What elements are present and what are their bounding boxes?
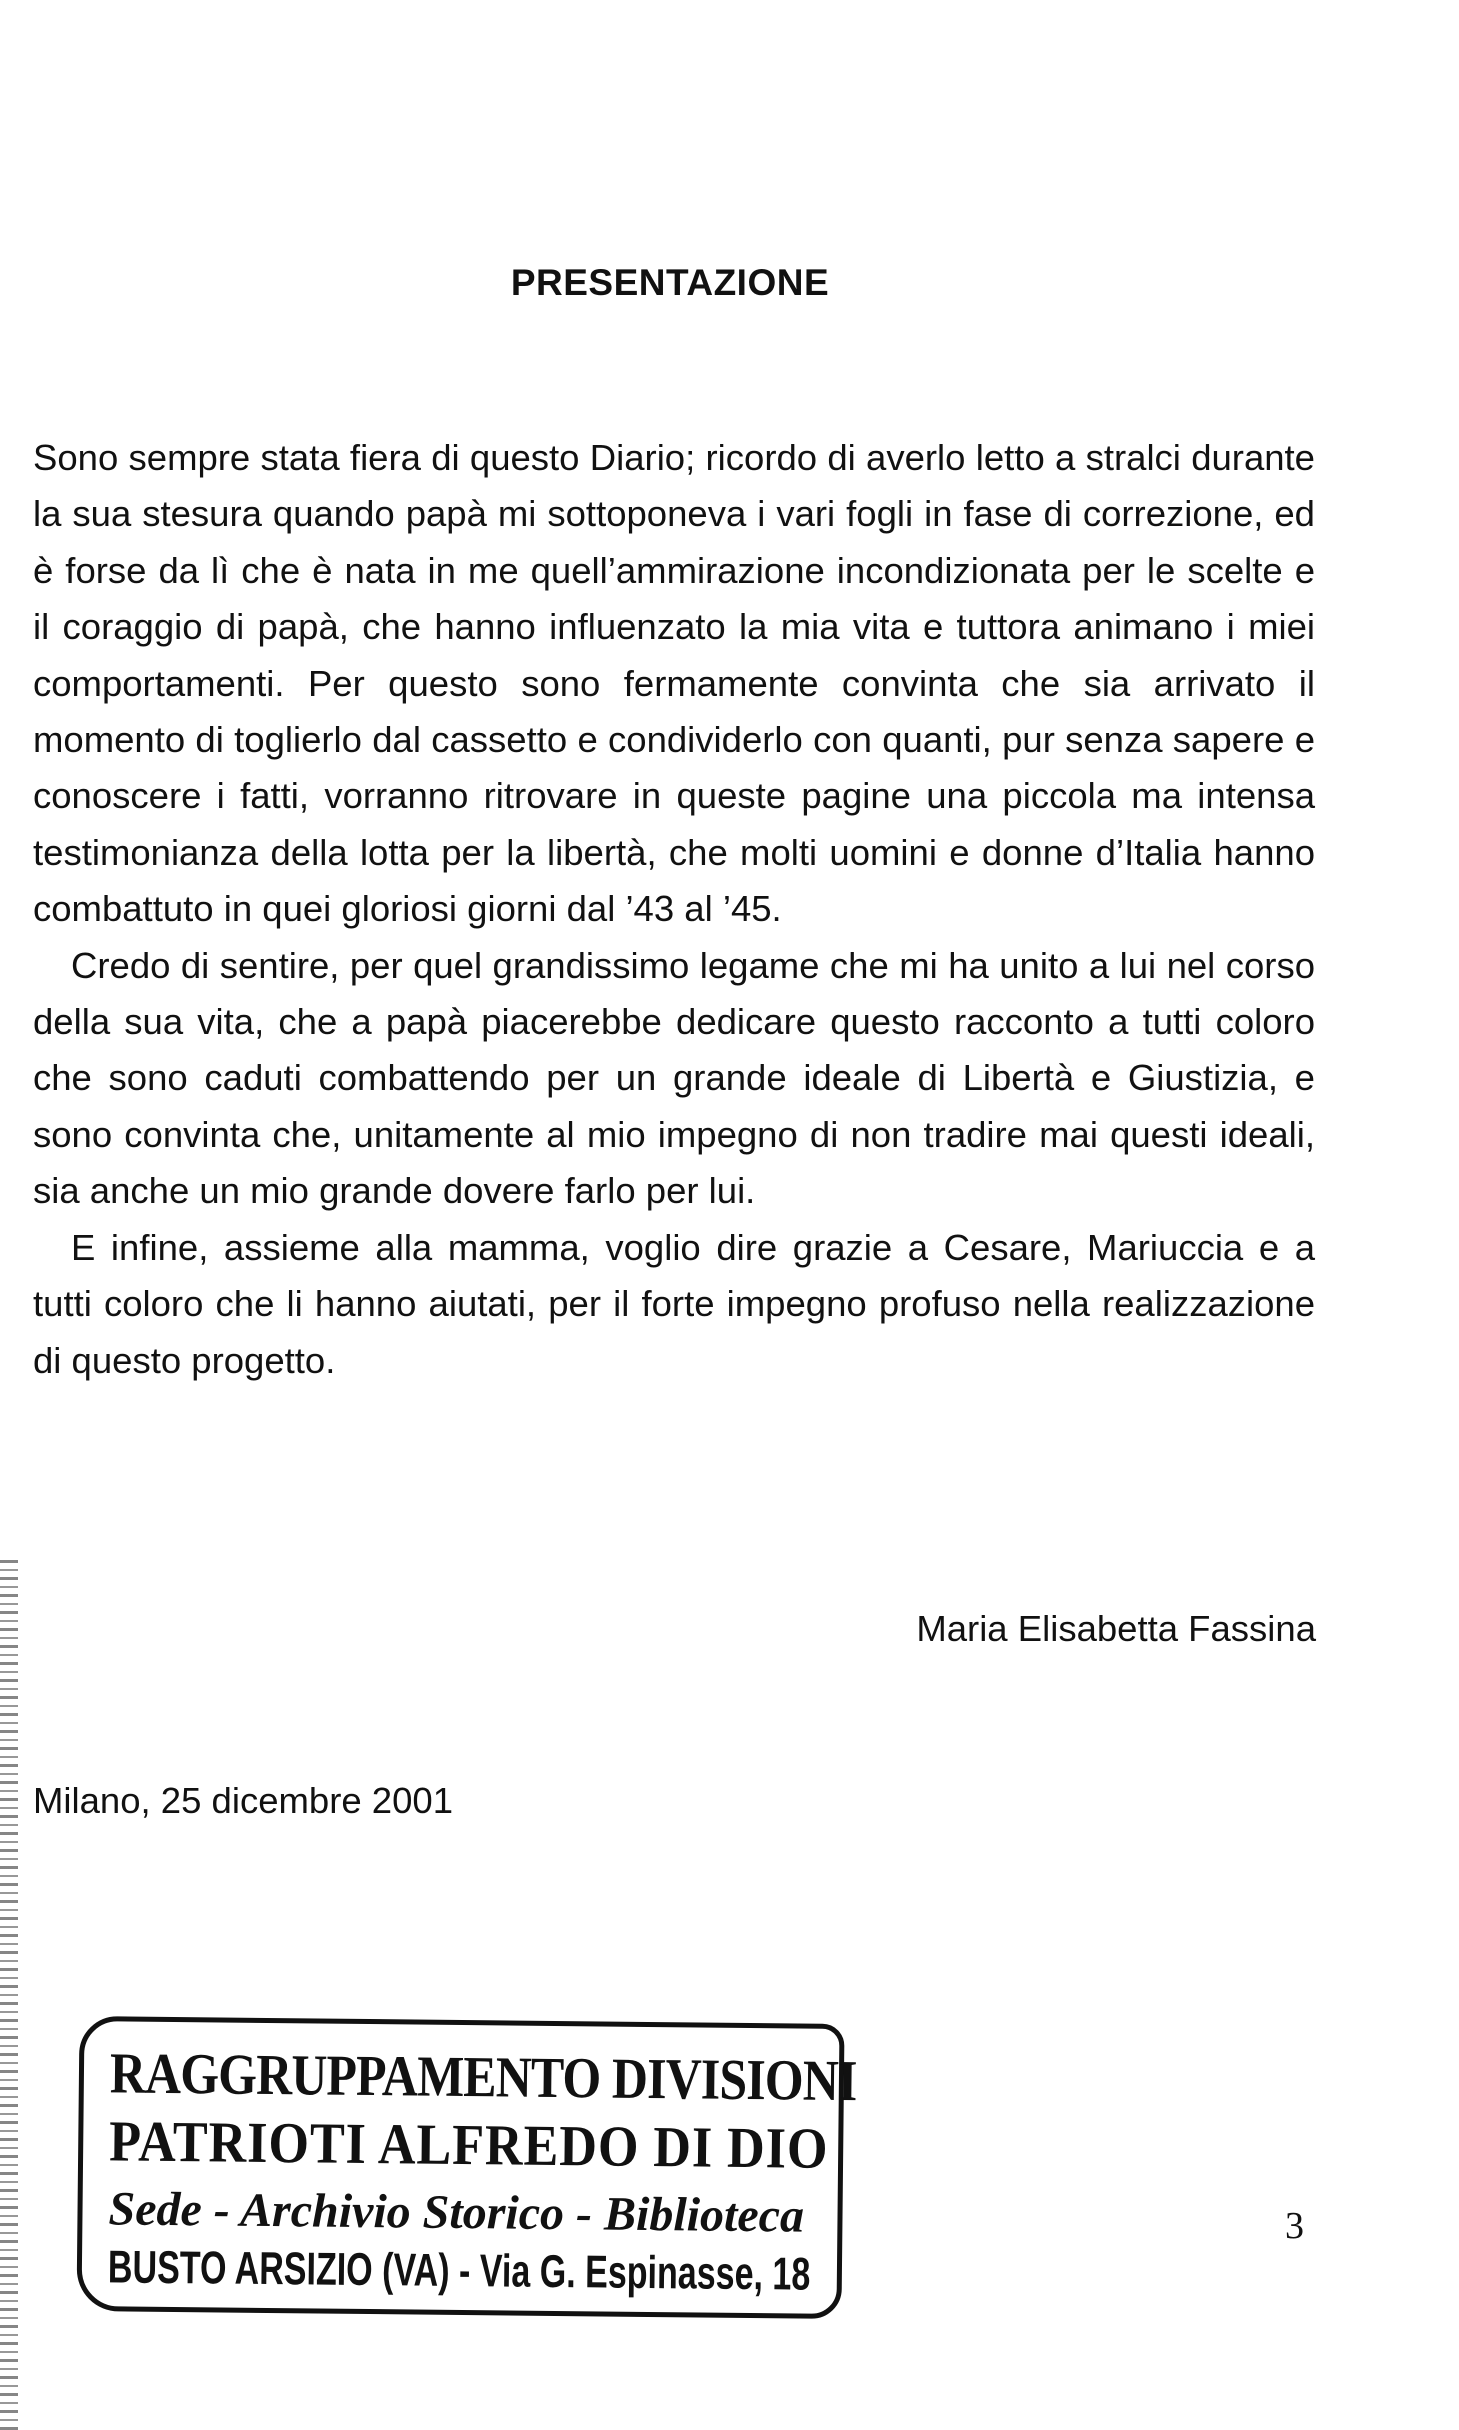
page-title: PRESENTAZIONE xyxy=(510,262,830,303)
place-date: Milano, 25 dicembre 2001 xyxy=(33,1780,453,1821)
page-number: 3 xyxy=(1285,2205,1304,2247)
archive-stamp xyxy=(76,2016,857,2319)
scan-edge-artifact xyxy=(0,1560,18,2430)
stamp-line-4: BUSTO ARSIZIO (VA) - Via G. Espinasse, 18 xyxy=(107,2240,811,2300)
stamp-line-2: PATRIOTI ALFREDO DI DIO xyxy=(108,2108,829,2181)
stamp-line-1: RAGGRUPPAMENTO DIVISIONI xyxy=(109,2040,857,2114)
paragraph-1: Sono sempre stata fiera di questo Diario; ricordo di averlo letto a stralci durante la sua stesura quando papà mi sottoponeva i vari fogli in fase di correzione, ed è forse da lì che è nata in me quell’ammirazione incondizionata per le scelte e il coraggio di papà, che hanno influenzato la mia vita e tuttora animano i miei comportamenti. Per questo sono fermamente convinta che sia arrivato il momento di toglierlo dal cassetto e condividerlo con quanti, pur senza sapere e conoscere i fatti, vorranno ritrovare in queste pagine una piccola ma intensa testimonianza della lotta per la libertà, che molti uomini e donne d’Italia hanno combattuto in quei gloriosi giorni dal ’43 al ’45. xyxy=(33,437,1315,930)
paragraph-2: Credo di sentire, per quel grandissimo legame che mi ha unito a lui nel corso della sua vita, che a papà piacerebbe dedicare questo racconto a tutti coloro che sono caduti combattendo per un grande ideale di Libertà e Giustizia, e sono convinta che, unitamente al mio impegno di non tradire mai questi ideali, sia anche un mio grande dovere farlo per lui. xyxy=(33,944,1315,1212)
stamp-line-3: Sede - Archivio Storico - Biblioteca xyxy=(108,2182,805,2243)
paragraph-3: E infine, assieme alla mamma, voglio dire grazie a Cesare, Mariuccia e a tutti coloro che li hanno aiutati, per il forte impegno profuso nella realizzazione di questo progetto. xyxy=(33,1226,1315,1381)
body-text xyxy=(33,430,1315,1389)
signature: Maria Elisabetta Fassina xyxy=(916,1608,1316,1649)
